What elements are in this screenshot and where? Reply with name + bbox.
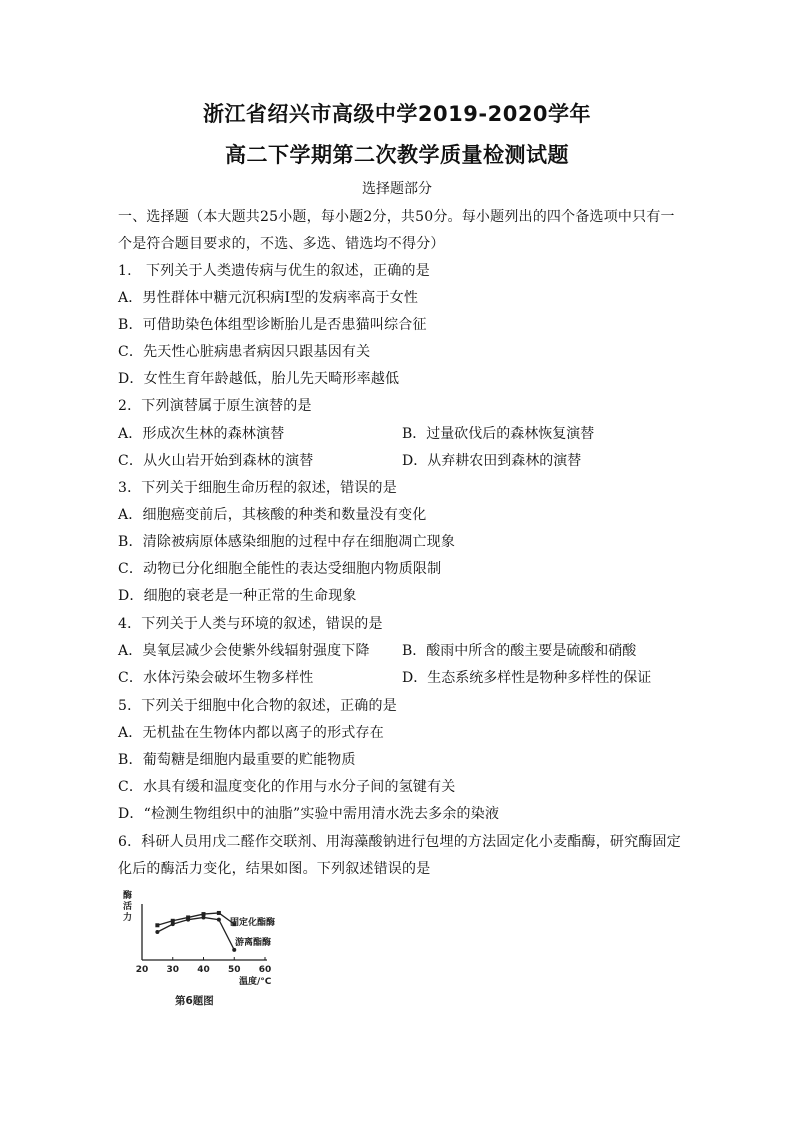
data-point [186, 918, 190, 922]
x-axis-label: 温度/°C [239, 977, 272, 987]
data-point [171, 922, 175, 926]
y-axis-label [123, 889, 132, 923]
y-axis-label-text: 酶活力 [123, 891, 133, 923]
q3-option-d: D．细胞的衰老是一种正常的生命现象 [118, 588, 357, 604]
q5-option-b: B．葡萄糖是细胞内最重要的贮能物质 [118, 752, 356, 768]
q3-option-a: A．细胞癌变前后，其核酸的种类和数量没有变化 [118, 507, 427, 523]
x-tick-label: 30 [166, 965, 180, 975]
q2-stem: 2．下列演替属于原生演替的是 [118, 398, 312, 414]
q5-stem: 5．下列关于细胞中化合物的叙述，正确的是 [118, 698, 397, 714]
x-tick-label: 40 [197, 965, 210, 975]
q3-option-c: C．动物已分化细胞全能性的表达受细胞内物质限制 [118, 561, 442, 577]
q4-option-c: C．水体污染会破坏生物多样性 [118, 670, 314, 686]
data-point [155, 930, 159, 934]
q1-option-d: D．女性生育年龄越低，胎儿先天畸形率越低 [118, 371, 400, 387]
q2-option-b: B．过量砍伐后的森林恢复演替 [402, 426, 595, 442]
x-tick-label: 20 [135, 965, 149, 975]
q4-option-b: B．酸雨中所含的酸主要是硫酸和硝酸 [402, 643, 637, 659]
figure-caption: 第6题图 [175, 995, 214, 1007]
series-label-immobilized: 固定化酯酶 [230, 918, 276, 928]
paper-title-line1: 浙江省绍兴市高级中学2019-2020学年 [202, 102, 592, 126]
data-point [202, 915, 206, 919]
section-heading: 选择题部分 [362, 181, 432, 197]
q1-option-b: B．可借助染色体组型诊断胎儿是否患猫叫综合征 [118, 317, 427, 333]
data-point [217, 918, 221, 922]
q6-stem-line1: 6．科研人员用戊二醛作交联剂、用海藻酸钠进行包埋的方法固定化小麦酯酶，研究酶固定 [118, 834, 681, 850]
q3-option-b: B．清除被病原体感染细胞的过程中存在细胞凋亡现象 [118, 534, 456, 550]
series-label-free: 游离酯酶 [235, 938, 272, 948]
data-point [155, 923, 159, 927]
data-point [217, 911, 221, 915]
paper-title-line2: 高二下学期第二次教学质量检测试题 [225, 143, 569, 167]
x-tick-label: 50 [227, 965, 241, 975]
x-tick-label: 60 [258, 965, 272, 975]
q6-stem-line2: 化后的酶活力变化，结果如图。下列叙述错误的是 [118, 861, 431, 877]
instructions-line2: 个是符合题目要求的，不选、多选、错选均不得分） [118, 236, 445, 252]
q5-option-a: A．无机盐在生物体内都以离子的形式存在 [118, 725, 384, 741]
q1-stem: 1. 下列关于人类遗传病与优生的叙述，正确的是 [118, 263, 430, 279]
q2-option-c: C．从火山岩开始到森林的演替 [118, 453, 314, 469]
q1-option-a: A．男性群体中糖元沉积病Ⅰ型的发病率高于女性 [118, 290, 419, 306]
q5-option-d: D．“检测生物组织中的油脂”实验中需用清水洗去多余的染液 [118, 806, 500, 822]
data-point [232, 948, 236, 952]
q3-stem: 3．下列关于细胞生命历程的叙述，错误的是 [118, 480, 397, 496]
q4-option-a: A．臭氧层减少会使紫外线辐射强度下降 [118, 643, 370, 659]
enzyme-activity-chart [115, 888, 305, 1028]
q2-option-d: D．从弃耕农田到森林的演替 [402, 453, 582, 469]
q1-option-c: C．先天性心脏病患者病因只跟基因有关 [118, 344, 371, 360]
q2-option-a: A．形成次生林的森林演替 [118, 426, 285, 442]
instructions-line1: 一、选择题（本大题共25小题，每小题2分，共50分。每小题列出的四个备选项中只有一 [118, 209, 675, 225]
q5-option-c: C．水具有缓和温度变化的作用与水分子间的氢键有关 [118, 779, 456, 795]
q4-option-d: D．生态系统多样性是物种多样性的保证 [402, 670, 652, 686]
q4-stem: 4．下列关于人类与环境的叙述，错误的是 [118, 616, 383, 632]
